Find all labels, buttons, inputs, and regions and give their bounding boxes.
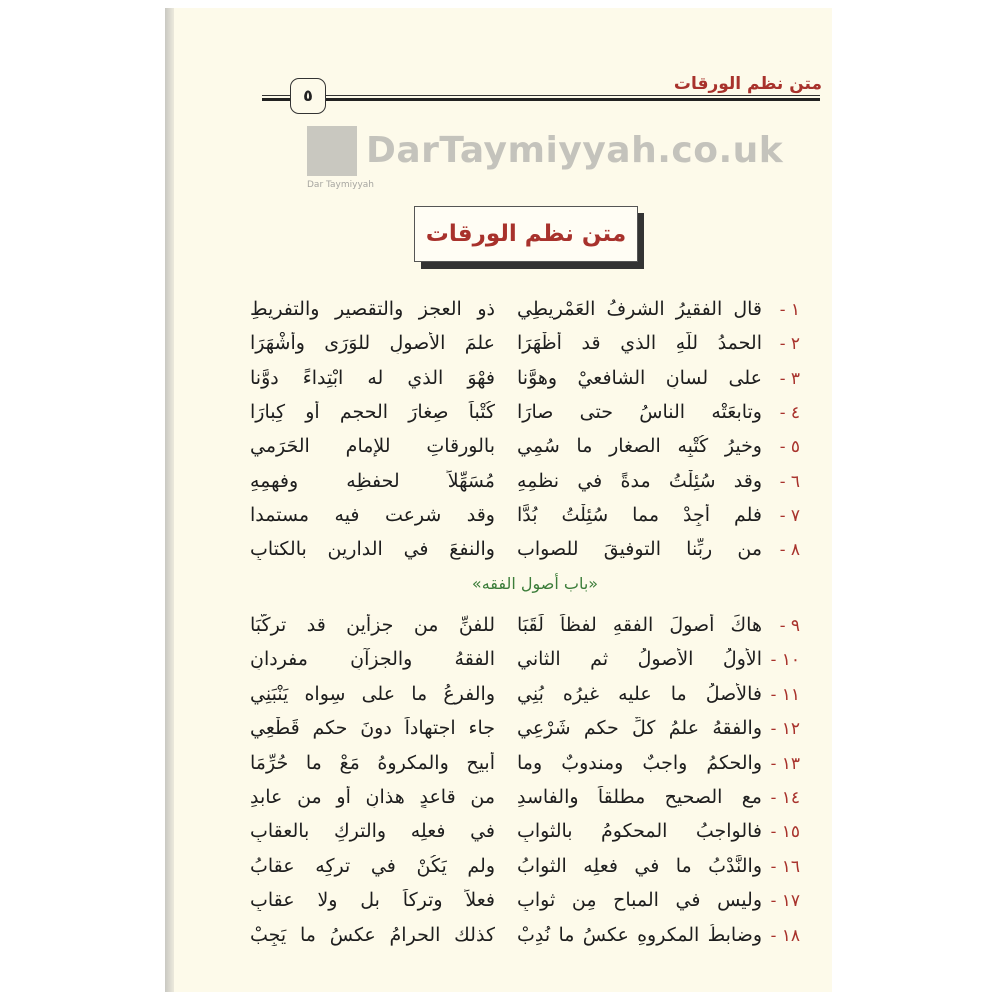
first-hemistich: الحمدُ للّهِ الذي قد أظْهَرَا: [517, 332, 762, 355]
verse-number: ٤ -: [779, 402, 800, 423]
second-hemistich: في فعلِه والتركِ بالعقابِ: [250, 820, 495, 843]
verse-row: [250, 502, 800, 536]
header-rule: [326, 95, 820, 96]
first-hemistich: فالأصلُ ما عليه غيرُه بُنِي: [517, 682, 762, 705]
verse-row: [250, 536, 800, 570]
verse-row: [250, 784, 800, 818]
page-binding-edge: [165, 8, 174, 992]
verse-number: ٩ -: [779, 616, 800, 636]
header-rule-left-thick: [262, 98, 290, 101]
second-hemistich: علمَ الأصولِ للوَرَى وأشْهَرَا: [250, 332, 495, 355]
first-hemistich: وتابعَتْه الناسُ حتى صارَا: [517, 400, 762, 423]
first-hemistich: فالواجبُ المحكومُ بالثوابِ: [517, 820, 762, 843]
second-hemistich: مُسَهِّلاً لحفظِه وفهمِهِ: [250, 469, 495, 492]
second-hemistich: للفنِّ من جزأين قد تركَّبَا: [250, 614, 495, 636]
verse-number: ٨ -: [779, 540, 800, 561]
second-hemistich: بالورقاتِ للإمامِ الحَرَمي: [250, 435, 495, 458]
verse-number: ١٢ -: [770, 719, 800, 740]
chapter-title: متن نظم الورقات: [414, 206, 638, 262]
second-hemistich: جاء اجتهاداً دونَ حكمٍ قَطْعِي: [250, 717, 495, 740]
verse-row: [250, 468, 800, 502]
second-hemistich: فهْوَ الذي له ابْتِداءً دوَّنا: [250, 366, 495, 389]
verse-row: [250, 612, 800, 646]
watermark-logo: [307, 126, 357, 176]
header-rule-thick: [326, 98, 820, 101]
watermark-logo-caption: Dar Taymiyyah: [307, 180, 374, 190]
first-hemistich: وليس في المباحِ مِن ثوابِ: [517, 889, 762, 912]
second-hemistich: من قاعدٍ هذانِ أو من عابدِ: [250, 786, 495, 808]
first-hemistich: من ربِّنا التوفيقَ للصواب: [517, 538, 762, 561]
verse-number: ٥ -: [779, 437, 800, 458]
first-hemistich: وضابطُ المكروهِ عكسُ ما نُدِبْ: [517, 923, 762, 946]
verse-number: ١ -: [779, 300, 800, 320]
first-hemistich: والفقهُ علمُ كلِّ حكمٍ شَرْعِي: [517, 717, 762, 740]
verse-number: ١٦ -: [770, 856, 800, 877]
verse-number: ٣ -: [779, 368, 800, 389]
verse-number: ١٠ -: [770, 650, 800, 671]
first-hemistich: والحكمُ واجبٌ ومندوبٌ وما: [517, 751, 762, 774]
verse-number: ١١ -: [770, 684, 800, 705]
verse-row: [250, 887, 800, 921]
verse-row: [250, 922, 800, 956]
verse-row: [250, 433, 800, 467]
second-hemistich: وقد شرعت فيه مستمدا: [250, 503, 495, 526]
first-hemistich: الأولُ الأصولُ ثم الثاني: [517, 648, 762, 671]
verse-row: [250, 750, 800, 784]
watermark-text: DarTaymiyyah.co.uk: [366, 130, 784, 171]
second-hemistich: ولم يَكُنْ في تركِه عقابُ: [250, 854, 495, 877]
first-hemistich: فلم أجِدْ مما سُئِلْتُ بُدًّا: [517, 503, 762, 526]
second-hemistich: والنفعَ في الدارين بالكتابِ: [250, 538, 495, 561]
second-hemistich: الفقهُ والجزآنِ مفردانِ: [250, 648, 495, 671]
header-rule-left: [262, 95, 290, 96]
second-hemistich: كذلك الحرامُ عكسُ ما يَجِبْ: [250, 923, 495, 946]
verse-number: ١٥ -: [770, 822, 800, 843]
first-hemistich: على لسانِ الشافعيْ وهوَّنا: [517, 366, 762, 389]
section-heading: «باب أصول الفقه»: [471, 574, 599, 593]
first-hemistich: مع الصحيحِ مطلقاً والفاسدِ: [517, 786, 762, 808]
second-hemistich: والفرعُ ما على سِواه يَنْبَنِي: [250, 682, 495, 705]
second-hemistich: أُبيح والمكروهُ مَعْ ما حُرِّمَا: [250, 751, 495, 774]
page-number: ٥: [290, 78, 326, 114]
verse-row: [250, 715, 800, 749]
verse-row: [250, 296, 800, 330]
second-hemistich: ذو العجزِ والتقصيرِ والتفريطِ: [250, 298, 495, 320]
verse-number: ١٧ -: [770, 891, 800, 912]
verse-number: ١٨ -: [770, 925, 800, 946]
first-hemistich: قال الفقيرُ الشرفُ العَمْرِيطِي: [517, 298, 762, 320]
second-hemistich: فعلاً وتركاً بل ولا عقابِ: [250, 889, 495, 912]
first-hemistich: وخيرُ كُتْبِه الصغارِ ما سُمِي: [517, 435, 762, 458]
first-hemistich: والنَّدْبُ ما في فعلِه الثوابُ: [517, 854, 762, 877]
verse-row: [250, 399, 800, 433]
running-header-title: متن نظم الورقات: [673, 74, 822, 94]
first-hemistich: هاكَ أصولَ الفقهِ لفظاً لَقَبَا: [517, 614, 762, 636]
verse-number: ٧ -: [779, 505, 800, 526]
verse-number: ١٤ -: [770, 788, 800, 808]
verse-row: [250, 365, 800, 399]
verse-number: ١٣ -: [770, 753, 800, 774]
first-hemistich: وقد سُئِلْتُ مدةً في نظمِهِ: [517, 469, 762, 492]
verse-row: [250, 853, 800, 887]
verse-row: [250, 681, 800, 715]
verse-number: ٦ -: [779, 471, 800, 492]
verse-row: [250, 330, 800, 364]
verse-number: ٢ -: [779, 334, 800, 355]
verse-row: [250, 818, 800, 852]
verse-row: [250, 646, 800, 680]
second-hemistich: كُتْباً صِغارَ الحجمِ أو كِبارَا: [250, 400, 495, 423]
